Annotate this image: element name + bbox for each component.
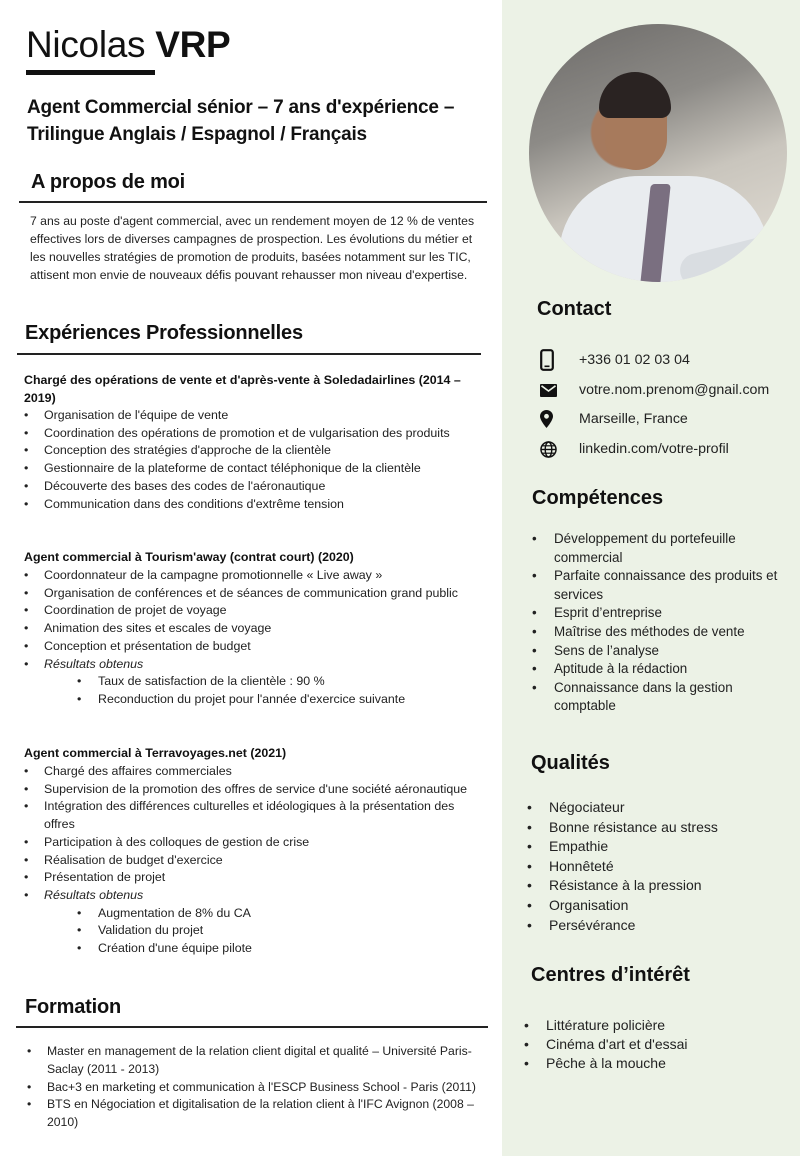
list-item: • Négociateur [523,798,785,818]
list-item: • BTS en Négociation et digitalisation de la relation client à l'IFC Avignon (2008 – 2010) [27,1096,477,1132]
contact-linkedin [540,439,729,459]
list-item: • Honnêteté [523,857,785,877]
contact-location [540,409,688,429]
list-item: • Réalisation de budget d'exercice [24,852,484,870]
list-item: • Coordination des opérations de promotion et de vulgarisation des produits [24,425,484,443]
about-text: 7 ans au poste d'agent commercial, avec un rendement moyen de 12 % de ventes effectives lors de diverses campagnes de prospection. Les évolutions du métier et les nouvelles stratégies de promotion de produits, basées notamment sur les TIC, attisent mon envie de nouveaux défis pouvant rehausser mon niveau d'expertise. [30,214,475,282]
first-name: Nicolas [26,24,146,65]
list-item: • Participation à des colloques de gestion de crise [24,834,484,852]
photo-hair [599,72,671,118]
name-underline [26,70,155,75]
list-item: • Découverte des bases des codes de l'aéronautique [24,478,484,496]
list-item: • Conception et présentation de budget [24,638,484,656]
list-item: • Animation des sites et escales de voyage [24,620,484,638]
profile-photo [529,24,787,282]
list-item: • Aptitude à la rédaction [528,660,790,679]
experience-divider [17,353,481,355]
results-label: • Résultats obtenus [24,887,484,905]
list-item: • Coordonnateur de la campagne promotionnelle « Live away » [24,567,484,585]
list-item: • Esprit d’entreprise [528,604,790,623]
list-item: • Gestionnaire de la plateforme de contact téléphonique de la clientèle [24,460,484,478]
interests-title: Centres d’intérêt [531,964,690,986]
result-item: • Création d'une équipe pilote [24,940,484,958]
result-item: • Reconduction du projet pour l'année d'exercice suivante [24,691,484,709]
list-item: • Empathie [523,837,785,857]
results-label: • Résultats obtenus [24,656,484,674]
education-list [27,1043,477,1132]
list-item: • Cinéma d'art et d'essai [520,1035,782,1054]
email-address[interactable]: votre.nom.prenom@gnail.com [579,382,770,398]
job-items-list [24,763,484,958]
qualities-list [523,798,785,935]
list-item: • Organisation de l'équipe de vente [24,407,484,425]
list-item: • Master en management de la relation client digital et qualité – Université Paris-Saclay (2011 - 2013) [27,1043,477,1079]
linkedin-url[interactable]: linkedin.com/votre-profil [579,441,729,457]
result-item: • Validation du projet [24,922,484,940]
phone-icon [540,350,566,370]
contact-title: Contact [537,298,612,320]
list-item: • Connaissance dans la gestion comptable [528,679,790,716]
list-item: • Développement du portefeuille commercial [528,530,790,567]
list-item: • Bonne résistance au stress [523,818,785,838]
list-item: • Chargé des affaires commerciales [24,763,484,781]
about-title: A propos de moi [31,171,186,193]
result-item: • Augmentation de 8% du CA [24,905,484,923]
list-item: • Persévérance [523,916,785,936]
list-item: • Pêche à la mouche [520,1054,782,1073]
list-item: • Résistance à la pression [523,876,785,896]
result-item: • Taux de satisfaction de la clientèle : 90 % [24,673,484,691]
job-items-list [24,407,484,513]
list-item: • Coordination de projet de voyage [24,602,484,620]
skills-title: Compétences [532,487,664,509]
contact-email [540,380,769,400]
list-item: • Supervision de la promotion des offres de service d'une société aéronautique [24,781,484,799]
interests-list [520,1016,782,1073]
qualities-title: Qualités [531,752,610,774]
skills-list [528,530,790,716]
list-item: • Organisation de conférences et de séances de communication grand public [24,585,484,603]
location-pin-icon [540,409,566,429]
list-item: • Bac+3 en marketing et communication à l'ESCP Business School - Paris (2011) [27,1079,477,1097]
headline: Agent Commercial sénior – 7 ans d'expérience – Trilingue Anglais / Espagnol / Français [27,97,455,145]
email-icon [540,380,566,400]
contact-phone [540,350,690,370]
education-divider [16,1026,488,1028]
list-item: • Communication dans des conditions d'extrême tension [24,496,484,514]
job-items-list [24,567,484,709]
about-divider [19,201,487,203]
location: Marseille, France [579,411,688,427]
list-item: • Maîtrise des méthodes de vente [528,623,790,642]
list-item: • Littérature policière [520,1016,782,1035]
list-item: • Parfaite connaissance des produits et services [528,567,790,604]
last-name: VRP [155,24,231,65]
job-title: Chargé des opérations de vente et d'après-vente à Soledadairlines (2014 – 2019) [24,373,461,405]
job-title: Agent commercial à Terravoyages.net (2021) [24,746,287,760]
globe-icon [540,439,566,459]
list-item: • Sens de l’analyse [528,642,790,661]
candidate-name [26,22,230,68]
list-item: • Intégration des différences culturelles et idéologiques à la présentation des offres [24,798,484,833]
list-item: • Présentation de projet [24,869,484,887]
job-title: Agent commercial à Tourism'away (contrat court) (2020) [24,550,354,564]
list-item: • Conception des stratégies d'approche de la clientèle [24,442,484,460]
experience-title: Expériences Professionnelles [25,322,303,344]
phone-number: +336 01 02 03 04 [579,352,690,368]
list-item: • Organisation [523,896,785,916]
education-title: Formation [25,996,121,1018]
